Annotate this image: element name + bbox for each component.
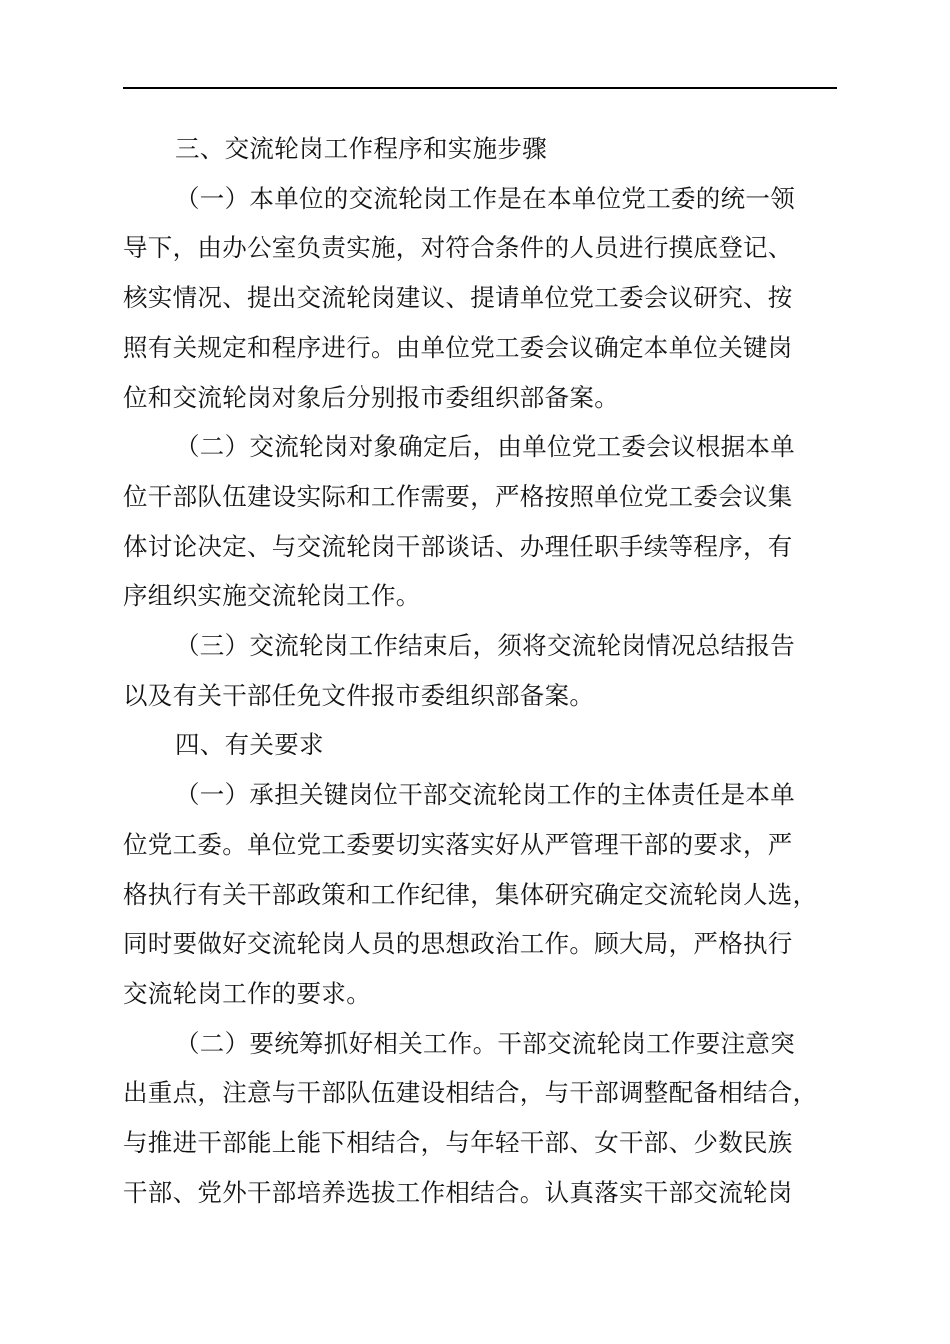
- text-line: 位和交流轮岗对象后分别报市委组织部备案。: [123, 382, 619, 412]
- text-line: 干部、党外干部培养选拔工作相结合。认真落实干部交流轮岗: [123, 1177, 793, 1207]
- paragraph: [123, 174, 863, 423]
- text-line: 以及有关干部任免文件报市委组织部备案。: [123, 680, 595, 710]
- text-line: （二）要统筹抓好相关工作。干部交流轮岗工作要注意突: [175, 1028, 795, 1058]
- text-line: 格执行有关干部政策和工作纪律，集体研究确定交流轮岗人选，: [123, 879, 818, 909]
- text-line: （二）交流轮岗对象确定后，由单位党工委会议根据本单: [175, 432, 795, 462]
- text-line: 体讨论决定、与交流轮岗干部谈话、办理任职手续等程序，有: [123, 531, 793, 561]
- text-line: 出重点，注意与干部队伍建设相结合，与干部调整配备相结合，: [123, 1078, 818, 1108]
- paragraph: [123, 621, 863, 720]
- paragraph: [123, 1019, 863, 1218]
- text-line: 位党工委。单位党工委要切实落实好从严管理干部的要求，严: [123, 829, 793, 859]
- text-line: （一）承担关键岗位干部交流轮岗工作的主体责任是本单: [175, 780, 795, 810]
- paragraph: [123, 720, 863, 770]
- text-line: 导下，由办公室负责实施，对符合条件的人员进行摸底登记、: [123, 233, 793, 263]
- text-line: 位干部队伍建设实际和工作需要，严格按照单位党工委会议集: [123, 481, 793, 511]
- paragraph: [123, 770, 863, 1019]
- text-line: 核实情况、提出交流轮岗建议、提请单位党工委会议研究、按: [123, 283, 793, 313]
- text-line: （一）本单位的交流轮岗工作是在本单位党工委的统一领: [175, 183, 795, 213]
- paragraph: [123, 422, 863, 621]
- text-line: 交流轮岗工作的要求。: [123, 978, 371, 1008]
- text-line: 与推进干部能上能下相结合，与年轻干部、女干部、少数民族: [123, 1128, 793, 1158]
- text-line: 四、有关要求: [175, 730, 324, 760]
- paragraph: [123, 124, 863, 174]
- text-line: 三、交流轮岗工作程序和实施步骤: [175, 134, 547, 163]
- text-line: （三）交流轮岗工作结束后，须将交流轮岗情况总结报告: [175, 631, 795, 661]
- text-line: 序组织实施交流轮岗工作。: [123, 581, 421, 611]
- text-line: 照有关规定和程序进行。由单位党工委会议确定本单位关键岗: [123, 332, 793, 362]
- document-body: [123, 124, 863, 1217]
- text-line: 同时要做好交流轮岗人员的思想政治工作。顾大局，严格执行: [123, 929, 793, 959]
- header-rule: [123, 87, 837, 89]
